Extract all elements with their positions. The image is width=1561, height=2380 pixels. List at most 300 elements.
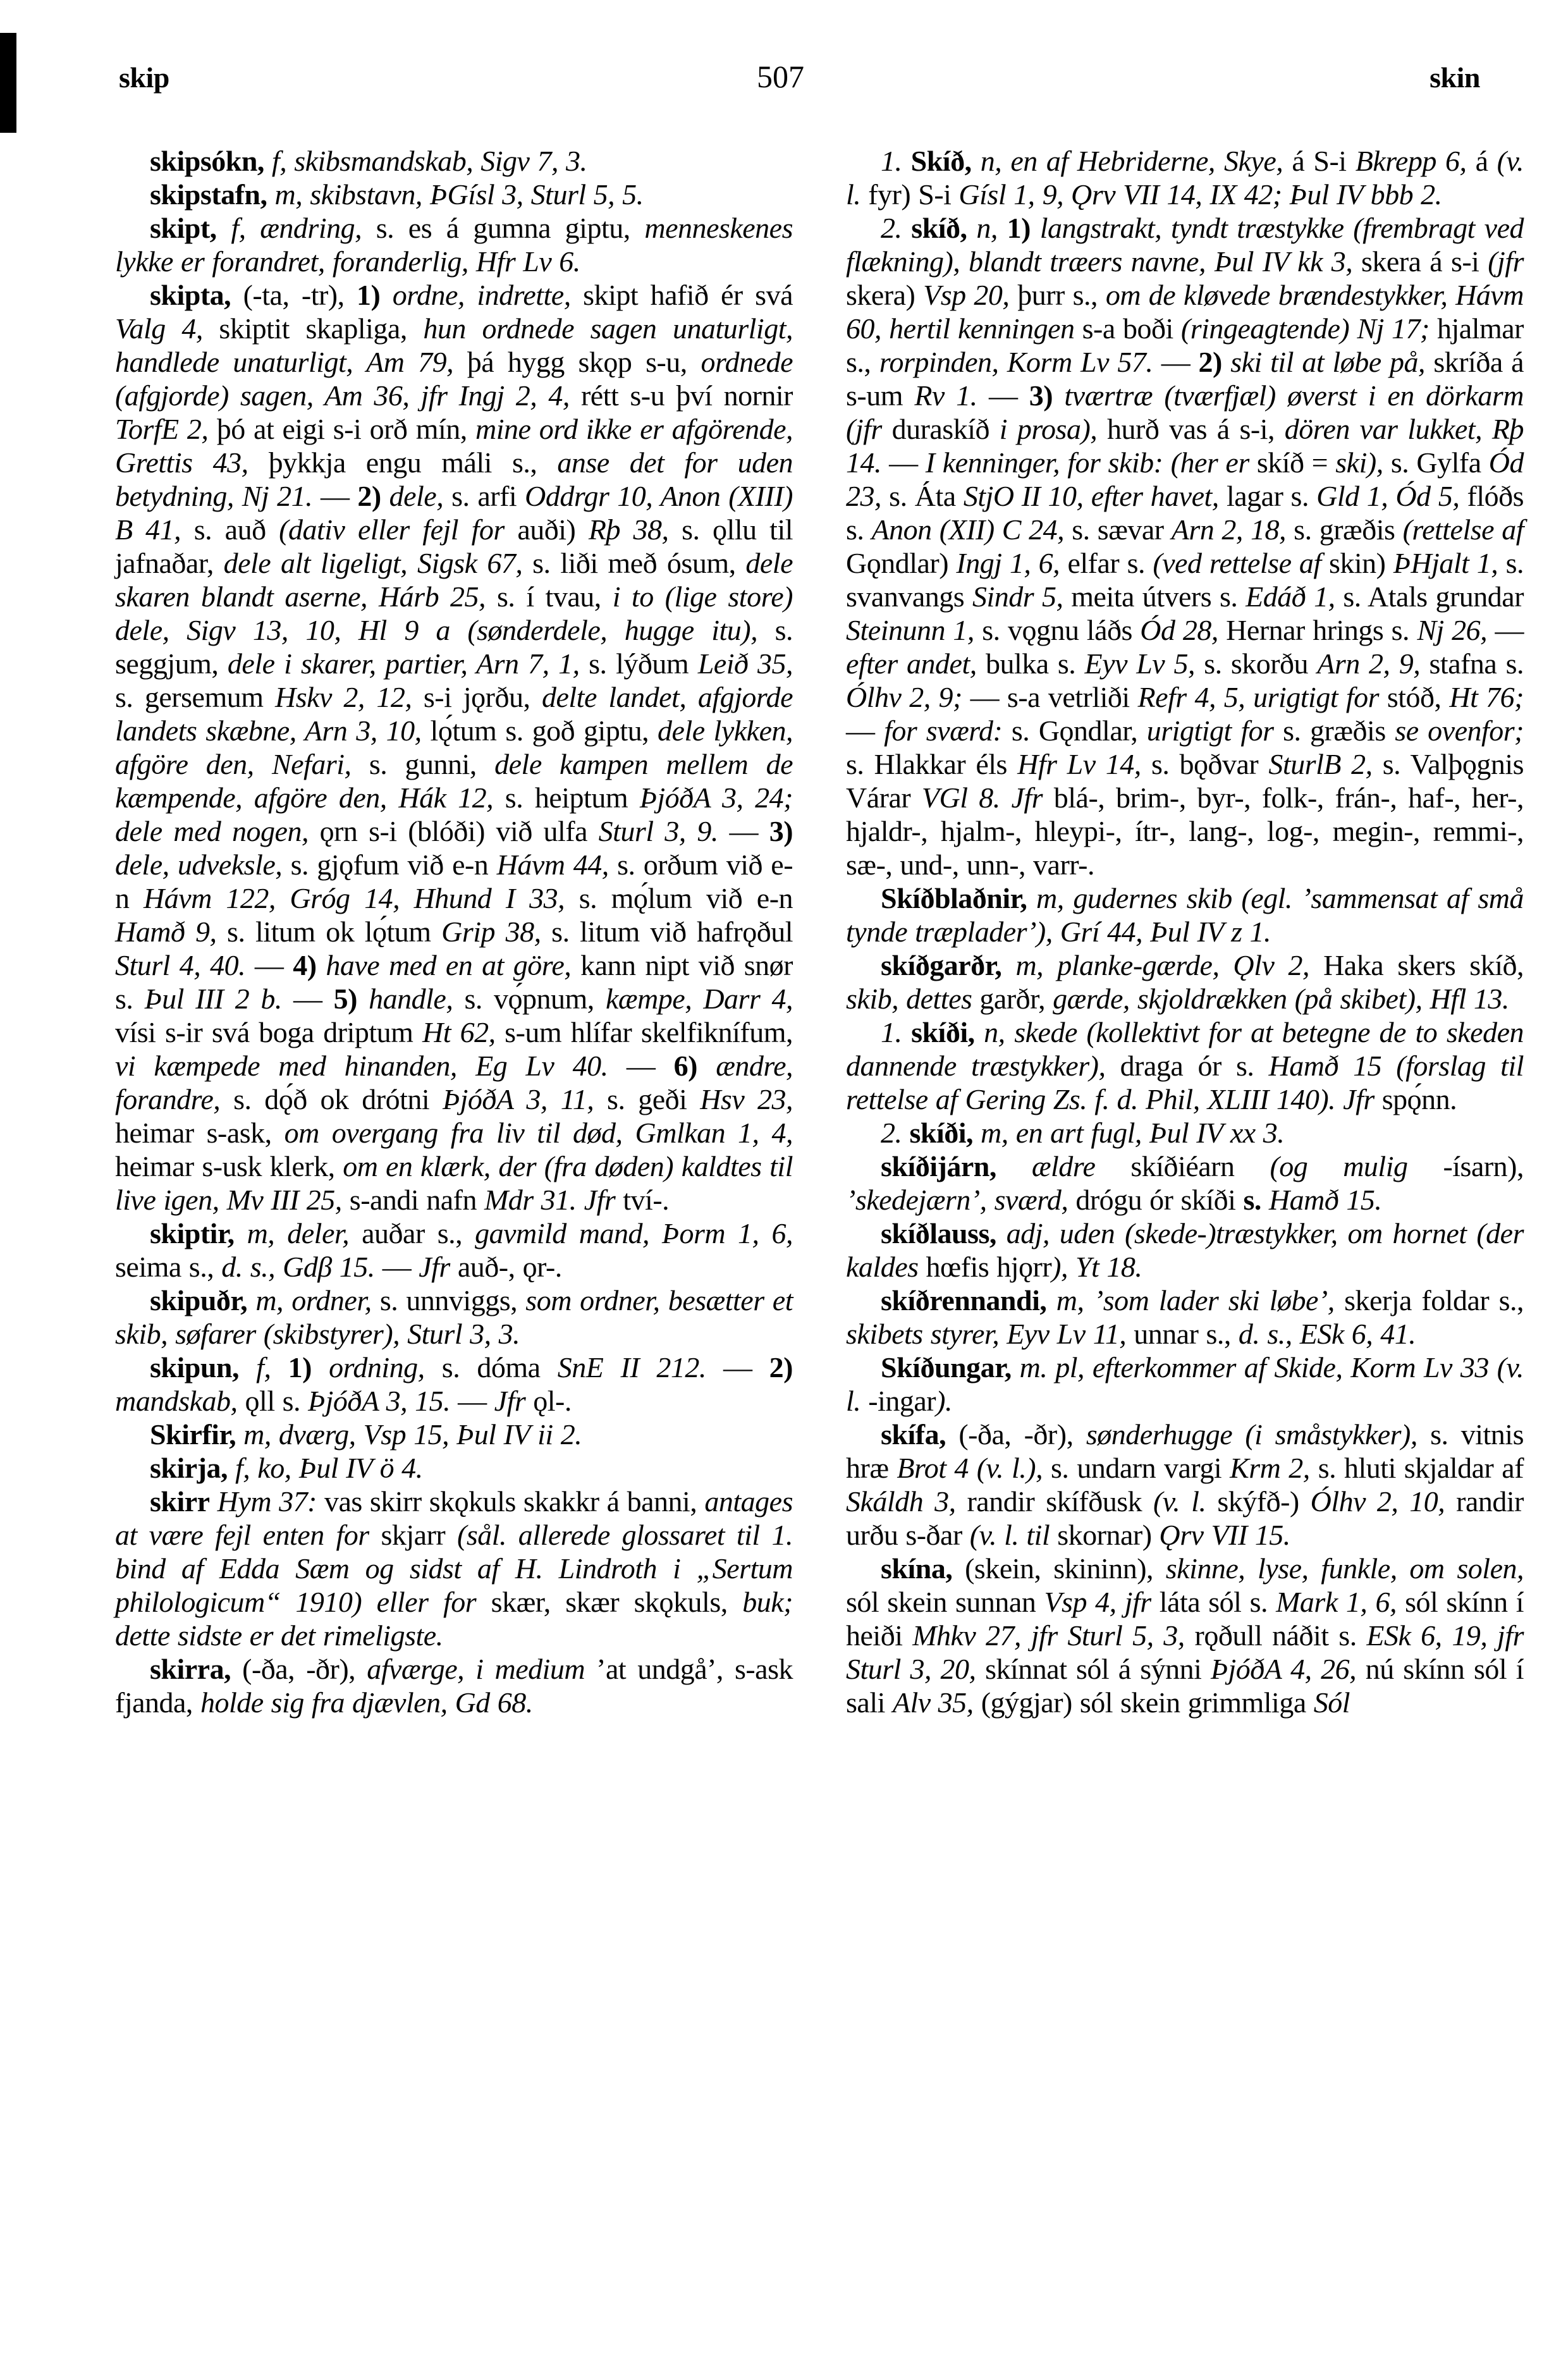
entry-text-segment: — <box>846 715 885 747</box>
entry-text-segment: Hernar hrings s. <box>1218 614 1417 646</box>
entry-text-segment: anse det for uden betydning, Nj 21. <box>115 446 793 512</box>
dictionary-entry <box>115 1217 793 1284</box>
entry-text-segment: Skáldh 3, <box>846 1485 956 1518</box>
entry-text-segment: s-i jǫrðu, <box>412 681 542 713</box>
entry-text-segment: m, planke-gærde, Ǫlv 2, <box>1001 949 1310 981</box>
entry-text-segment: — <box>881 446 926 479</box>
entry-text-segment: Rv 1. <box>914 379 977 412</box>
entry-text-segment: Ht 76; <box>1449 681 1524 713</box>
entry-text-segment: 4) <box>293 949 317 981</box>
entry-text-segment: skíð = <box>1249 446 1336 479</box>
page-number: 507 <box>757 59 804 94</box>
entry-text-segment: draga ór s. <box>1105 1050 1269 1082</box>
entry-text-segment: skær, skær skǫkuls, <box>476 1586 743 1618</box>
entry-text-segment: som ordner, besætter et skib, søfarer (skibstyrer), Sturl 3, 3. <box>115 1284 793 1350</box>
entry-text-segment: ǫrn s-i (blóði) við ulfa <box>308 815 599 847</box>
entry-text-segment: s. ǫllu til jafnaðar, <box>115 513 793 579</box>
entry-text-segment: Gld 1, Ód 5, <box>1316 480 1460 512</box>
entry-text-segment: skera) <box>846 279 924 311</box>
entry-text-segment: skipta, <box>150 279 231 311</box>
entry-text-segment: nú skínn sól í sali <box>846 1653 1524 1719</box>
entry-text-segment: skíðiéarn <box>1130 1150 1270 1182</box>
entry-text-segment: tví-. <box>615 1184 670 1216</box>
entry-text-segment: vas skirr skǫkuls skakkr á banni, <box>316 1485 705 1518</box>
entry-text-segment: skiptir, <box>150 1217 235 1249</box>
entry-text-segment: skjarr <box>369 1519 458 1551</box>
entry-text-segment: d. s., ESk 6, 41. <box>1238 1318 1416 1350</box>
entry-text-segment: have med en at göre, <box>316 949 572 981</box>
entry-text-segment: -ísarn), <box>1443 1150 1524 1182</box>
entry-text-segment: s. dóma <box>424 1351 558 1383</box>
entry-text-segment: Valg 4, <box>115 312 203 345</box>
entry-text-segment: heimar s-usk klerk, <box>115 1150 343 1182</box>
entry-text-segment: Hávm 44, <box>496 849 609 881</box>
entry-text-segment: (sål. allerede glossaret til 1. bind af Edda Sæm og sidst af H. Lindroth i „Sertum philologicum“ 1910) eller for <box>115 1519 793 1618</box>
entry-text-segment: — s-a vetrliði <box>962 681 1138 713</box>
entry-text-segment: — <box>1153 346 1199 378</box>
entry-text-segment: Ólhv 2, 9; <box>846 681 962 713</box>
dictionary-entry <box>846 1150 1524 1217</box>
entry-text-segment: ). <box>936 1385 952 1417</box>
entry-text-segment: ÞjóðA 3, 11, <box>442 1083 594 1115</box>
entry-text-segment: (skein, skininn), <box>952 1552 1166 1585</box>
entry-text-segment: skínnat sól á sýnni <box>976 1653 1211 1685</box>
entry-text-segment: s. seggjum, <box>115 614 793 680</box>
entry-text-segment: sønderhugge (i småstykker), <box>1086 1418 1417 1451</box>
entry-text-segment: Skíðungar, <box>881 1351 1012 1383</box>
entry-text-segment: dele alt ligeligt, Sigsk 67, <box>223 547 523 579</box>
dictionary-entry <box>846 144 1524 211</box>
entry-text-segment: — <box>608 1050 674 1082</box>
entry-text-segment: I kenninger, for skib: (her er <box>925 446 1249 479</box>
entry-text-segment: skibets styrer, Eyv Lv 11, <box>846 1318 1127 1350</box>
entry-text-segment: s-andi nafn <box>341 1184 484 1216</box>
entry-text-segment: s. unnviggs, <box>371 1284 526 1316</box>
entry-text-segment: s. <box>1243 1184 1261 1216</box>
entry-text-segment: hurð vas á s-i, <box>1097 413 1285 445</box>
entry-text-segment: dele i skarer, partier, Arn 7, 1, <box>227 647 580 680</box>
entry-text-segment: ESk 6, 19, jfr Sturl 3, 20, <box>846 1619 1524 1685</box>
entry-text-segment: m, dværg, Vsp 15, Þul IV ii 2. <box>236 1418 582 1451</box>
entry-text-segment: s. liði með ósum, <box>522 547 746 579</box>
entry-text-segment: n, en af Hebriderne, Skye, <box>971 145 1283 177</box>
entry-text-segment: skinne, lyse, funkle, om solen, <box>1165 1552 1524 1585</box>
entry-text-segment: duraskíð <box>881 413 1000 445</box>
entry-text-segment: Hamð 9, <box>115 916 217 948</box>
entry-text-segment: s-a boði <box>1074 312 1181 345</box>
entry-text-segment: spǫ́nn. <box>1374 1083 1457 1115</box>
entry-text-segment: Hskv 2, 12, <box>274 681 412 713</box>
entry-text-segment: s. Hlakkar éls <box>846 748 1018 780</box>
entry-text-segment: for sværd: <box>884 715 1003 747</box>
entry-text-segment: auði) <box>517 513 589 546</box>
entry-text-segment: stóð, <box>1387 681 1450 713</box>
entry-text-segment: kann nipt við snør s. <box>115 949 793 1015</box>
entry-text-segment: auðar s., <box>349 1217 475 1249</box>
entry-text-segment: skera á s-i <box>1352 245 1488 278</box>
entry-text-segment: 3) <box>769 815 793 847</box>
entry-text-segment: s. mǫ́lum við e-n <box>565 882 793 914</box>
entry-text-segment: Jfr <box>419 1251 450 1283</box>
entry-text-segment: 2) <box>357 480 381 512</box>
entry-text-segment: Ód 28, <box>1140 614 1218 646</box>
entry-text-segment: skipt, <box>150 212 217 244</box>
entry-text-segment: ski), <box>1335 446 1383 479</box>
entry-text-segment: buk; dette sidste er det rimeligste. <box>115 1586 793 1652</box>
entry-text-segment: skipstafn, <box>150 178 267 211</box>
entry-text-segment: ), Yt 18. <box>1051 1251 1142 1283</box>
entry-text-segment: (dativ eller fejl for <box>279 513 518 546</box>
entry-text-segment: ordning, <box>311 1351 425 1383</box>
entry-text-segment: skiptit skapliga, <box>202 312 424 345</box>
entry-text-segment: Sól <box>1313 1686 1350 1719</box>
entry-text-segment: — <box>977 379 1029 412</box>
entry-text-segment: s. litum við hafrǫðul <box>541 916 793 948</box>
entry-text-segment: -ingar <box>860 1385 936 1417</box>
entry-text-segment: bulka s. <box>976 647 1085 680</box>
entry-text-segment: StjO II 10, efter havet, <box>963 480 1219 512</box>
entry-text-segment: skíð, <box>911 212 967 244</box>
entry-text-segment: Rþ 38, <box>588 513 669 546</box>
entry-text-segment: — <box>450 1385 494 1417</box>
entry-text-segment: s. arfi <box>443 480 525 512</box>
entry-text-segment: Bkrepp 6, <box>1355 145 1467 177</box>
entry-text-segment: — <box>706 1351 769 1383</box>
entry-text-segment: dele kampen mellem de kæmpende, afgöre den, Hák 12, <box>115 748 793 814</box>
entry-text-segment: s. Gylfa <box>1383 446 1489 479</box>
entry-text-segment: Hamð 15 (forslag til rettelse af Gering Zs. f. d. Phil, XLIII 140). Jfr <box>846 1050 1524 1115</box>
entry-text-segment: Sindr 5, <box>972 580 1063 613</box>
entry-text-segment: s. Áta <box>881 480 964 512</box>
entry-text-segment: skerja foldar s., <box>1334 1284 1524 1316</box>
entry-text-segment: skíðrennandi, <box>881 1284 1047 1316</box>
entry-text-segment: Arn 2, 9, <box>1317 647 1421 680</box>
entry-text-segment: skríða á s-um <box>846 346 1524 412</box>
entry-text-segment: Sturl 3, 9. <box>598 815 718 847</box>
entry-text-segment: dele skaren blandt aserne, Hárb 25, <box>115 547 793 613</box>
entry-text-segment: — <box>312 480 358 512</box>
entry-text-segment: Leið 35, <box>697 647 793 680</box>
entry-text-segment: s. vitnis hræ <box>846 1418 1524 1484</box>
entry-text-segment: gavmild mand, Þorm 1, 6, <box>475 1217 793 1249</box>
dictionary-entry <box>115 278 793 1217</box>
entry-text-segment: Sturl 4, 40. <box>115 949 246 981</box>
entry-text-segment: seima s., <box>115 1251 222 1283</box>
entry-text-segment: (v. l. til <box>969 1519 1050 1551</box>
entry-text-segment: ÞjóðA 3, 15. <box>308 1385 451 1417</box>
entry-text-segment: 1. <box>881 145 911 177</box>
entry-text-segment: n, skede (kollektivt for at betegne de to skeden dannende træstykker), <box>846 1016 1524 1082</box>
entry-text-segment: skirja, <box>150 1452 228 1484</box>
entry-text-segment: ordne, indrette, <box>380 279 571 311</box>
entry-text-segment: m, gudernes skib (egl. ʼsammensat af små tynde træpladerʼ), Grí 44, Þul IV z 1. <box>846 882 1524 948</box>
entry-text-segment: VGl 8. Jfr <box>921 782 1043 814</box>
entry-text-segment: Alv 35, <box>892 1686 974 1719</box>
entry-text-segment: skipsókn, <box>150 145 264 177</box>
entry-text-segment: Eyv Lv 5, <box>1084 647 1195 680</box>
entry-text-segment: m, deler, <box>234 1217 350 1249</box>
entry-text-segment: skipuðr, <box>150 1284 248 1316</box>
entry-text-segment: dele, <box>381 480 444 512</box>
entry-text-segment: Grip 38, <box>441 916 541 948</box>
entry-text-segment: skirra, <box>150 1653 231 1685</box>
entry-text-segment: s. Atals grundar <box>1335 580 1524 613</box>
entry-text-segment: tværtræ (tværfjæl) øverst i en dörkarm (jfr <box>846 379 1524 445</box>
entry-text-segment: urigtigt for <box>1146 715 1283 747</box>
entry-text-segment: Vsp 20, <box>923 279 1010 311</box>
entry-text-segment: f, ændring, <box>216 212 362 244</box>
entry-text-segment: (-ða, -ðr), <box>946 1418 1086 1451</box>
entry-text-segment: s. gjǫfum við e-n <box>282 849 497 881</box>
entry-text-segment: Brot 4 (v. l.), <box>897 1452 1043 1484</box>
entry-text-segment: dören var lukket, Rþ 14. <box>846 413 1524 479</box>
entry-text-segment: sól skein sunnan <box>846 1586 1044 1618</box>
entry-text-segment: ældre <box>996 1150 1131 1182</box>
entry-text-segment: 1. <box>881 1016 912 1048</box>
dictionary-entry <box>846 1351 1524 1418</box>
entry-text-segment: s. auð <box>181 513 279 546</box>
entry-text-segment: meita útvers s. <box>1063 580 1246 613</box>
entry-text-segment: Arn 2, 18, <box>1171 513 1287 546</box>
entry-text-segment: kæmpe, Darr 4, <box>605 983 793 1015</box>
entry-text-segment: rétt s-u því nornir <box>569 379 793 412</box>
entry-text-segment: (jfr <box>1488 245 1524 278</box>
entry-text-segment: Refr 4, 5, urigtigt for <box>1137 681 1387 713</box>
dictionary-entry <box>115 1418 793 1451</box>
entry-text-segment: vísi s-ir svá boga driptum <box>115 1016 423 1048</box>
entry-text-segment: Ǫrv VII 15. <box>1159 1519 1290 1551</box>
entry-text-segment: langstrakt, tyndt træstykke (frembragt ved flækning), blandt træers navne, Þul IV kk 3, <box>846 212 1524 278</box>
entry-text-segment: i to (lige store) dele, Sigv 13, 10, Hl 9 a (sønderdele, hugge itu), <box>115 580 793 646</box>
entry-text-segment: — <box>374 1251 419 1283</box>
entry-text-segment: SturlB 2, <box>1268 748 1373 780</box>
dictionary-entry <box>115 144 793 178</box>
entry-text-segment: 1) <box>1007 212 1031 244</box>
entry-text-segment: ski til at løbe på, <box>1221 346 1425 378</box>
entry-text-segment: mandskab, <box>115 1385 238 1417</box>
text-columns <box>115 144 1524 1719</box>
entry-text-segment: (ringeagtende) Nj 17; <box>1180 312 1429 345</box>
entry-text-segment: unnar s., <box>1126 1318 1239 1350</box>
dictionary-entry <box>115 1284 793 1351</box>
entry-text-segment: skíðgarðr, <box>881 949 1002 981</box>
entry-text-segment: s. skorðu <box>1194 647 1318 680</box>
entry-text-segment: Gǫndlar) <box>846 547 957 579</box>
entry-text-segment: — <box>245 949 293 981</box>
entry-text-segment: — <box>281 983 334 1015</box>
entry-text-segment: (rettelse af <box>1402 513 1524 546</box>
entry-text-segment: Vsp 4, jfr <box>1044 1586 1151 1618</box>
entry-text-segment: (v. l. <box>1153 1485 1206 1518</box>
entry-text-segment: d. s., Gdβ 15. <box>221 1251 375 1283</box>
entry-text-segment: afværge, i medium <box>367 1653 585 1685</box>
entry-text-segment: á S-i <box>1283 145 1356 177</box>
entry-text-segment: skin) <box>1328 547 1393 579</box>
entry-text-segment: handle, <box>357 983 453 1015</box>
entry-text-segment: fyr) S-i <box>860 178 959 211</box>
entry-text-segment: skíðijárn, <box>881 1150 996 1182</box>
entry-text-segment: skipt hafið ér svá <box>570 279 793 311</box>
entry-text-segment: m. pl, efterkommer af Skide, Korm Lv 33 (v. l. <box>846 1351 1524 1417</box>
entry-text-segment: s. undarn vargi <box>1043 1452 1230 1484</box>
entry-text-segment: skipun, <box>150 1351 240 1383</box>
entry-text-segment: s. græðis <box>1283 715 1395 747</box>
entry-text-segment: — <box>1487 614 1524 646</box>
entry-text-segment: ǫl-. <box>525 1385 572 1417</box>
entry-text-segment: n, <box>967 212 1007 244</box>
entry-text-segment: randir urðu s-ðar <box>846 1485 1524 1551</box>
entry-text-segment: 1) <box>357 279 381 311</box>
entry-text-segment: (v. l. <box>846 145 1524 211</box>
entry-text-segment: dele, udveksle, <box>115 849 283 881</box>
dictionary-entry <box>846 1418 1524 1552</box>
entry-text-segment: gærde, skjoldrækken (på skibet), Hfl 13. <box>1053 983 1509 1015</box>
entry-text-segment: Skíðblaðnir, <box>881 882 1027 914</box>
entry-text-segment: SnE II 212. <box>557 1351 706 1383</box>
entry-text-segment: s. Gǫndlar, <box>1002 715 1147 747</box>
entry-text-segment: s. gersemum <box>115 681 275 713</box>
entry-text-segment: s. svanvangs <box>846 547 1524 613</box>
entry-text-segment: dele lykken, afgöre den, Nefari, <box>115 715 793 780</box>
entry-text-segment: s. vǫ́pnum, <box>453 983 606 1015</box>
entry-text-segment: skífa, <box>881 1418 946 1451</box>
entry-text-segment: Gísl 1, 9, Ǫrv VII 14, IX 42; Þul IV bbb 2. <box>958 178 1442 211</box>
entry-text-segment: 2) <box>1198 346 1222 378</box>
entry-text-segment: ændre, forandre, <box>115 1050 793 1115</box>
entry-text-segment: Ingj 1, 6, <box>956 547 1060 579</box>
entry-text-segment: randir skífðusk <box>955 1485 1153 1518</box>
entry-text-segment: (og mulig <box>1270 1150 1443 1182</box>
dictionary-entry <box>115 1351 793 1418</box>
dictionary-entry <box>846 1015 1524 1116</box>
entry-text-segment: Haka skers skíð, <box>1309 949 1524 981</box>
entry-text-segment: vi kæmpede med hinanden, Eg Lv 40. <box>115 1050 608 1082</box>
entry-text-segment: skib, dettes <box>846 983 980 1015</box>
entry-text-segment: láta sól s. <box>1151 1586 1276 1618</box>
entry-text-segment: om overgang fra liv til død, Gmlkan 1, 4, <box>284 1117 793 1149</box>
entry-text-segment: m, ordner, <box>247 1284 372 1316</box>
entry-text-segment: antages at være fejl enten for <box>115 1485 793 1551</box>
entry-text-segment: drógu ór skíði <box>1068 1184 1244 1216</box>
left-column <box>115 144 793 1719</box>
entry-text-segment: Skíð, <box>910 145 972 177</box>
entry-text-segment: lǫ́tum s. goð giptu, <box>421 715 658 747</box>
entry-text-segment: efter andet, <box>846 647 977 680</box>
entry-text-segment: i prosa), <box>999 413 1098 445</box>
entry-text-segment: Anon (XII) C 24, <box>871 513 1065 546</box>
entry-text-segment: 5) <box>333 983 357 1015</box>
entry-text-segment: skíði, <box>909 1117 974 1149</box>
entry-text-segment: garðr, <box>979 983 1053 1015</box>
entry-text-segment: flóðs s. <box>846 480 1524 546</box>
entry-text-segment: Þul III 2 b. <box>144 983 282 1015</box>
entry-text-segment: hjalmar s., <box>846 312 1524 378</box>
entry-text-segment: m, skibstavn, ÞGísl 3, Sturl 5, 5. <box>267 178 644 211</box>
entry-text-segment: skirr <box>150 1485 210 1518</box>
entry-text-segment: blá-, brim-, byr-, folk-, frán-, haf-, her-, hjaldr-, hjalm-, hleypi-, ítr-, lang-, log-, megin-, remmi-, sæ-, und-, unn-, varr-. <box>846 782 1524 881</box>
dictionary-entry <box>846 1116 1524 1150</box>
entry-text-segment: m, en art fugl, Þul IV xx 3. <box>973 1117 1285 1149</box>
entry-text-segment: rorpinden, Korm Lv 57. <box>879 346 1153 378</box>
entry-text-segment: s. orðum við e-n <box>115 849 793 914</box>
entry-text-segment: lagar s. <box>1218 480 1317 512</box>
dictionary-entry <box>115 178 793 211</box>
dictionary-entry <box>115 1485 793 1652</box>
entry-text-segment: menneskenes lykke er forandret, foranderlig, Hfr Lv 6. <box>115 212 793 278</box>
entry-text-segment: skornar) <box>1050 1519 1160 1551</box>
entry-text-segment: auð-, ǫr-. <box>450 1251 562 1283</box>
entry-text-segment: Edáð 1, <box>1246 580 1335 613</box>
entry-text-segment: hœfis hjǫrr <box>926 1251 1052 1283</box>
entry-text-segment: hun ordnede sagen unaturligt, handlede unaturligt, Am 79, <box>115 312 793 378</box>
entry-text-segment: 1) <box>288 1351 312 1383</box>
entry-text-segment: 3) <box>1029 379 1053 412</box>
entry-text-segment: þá hygg skǫp s-u, <box>453 346 701 378</box>
header-keyword-right: skin <box>1429 61 1480 94</box>
entry-text-segment: ÞjóðA 3, 24; dele med nogen, <box>115 782 793 847</box>
entry-text-segment: Hfr Lv 14, <box>1017 748 1141 780</box>
entry-text-segment: f, ko, Þul IV ö 4. <box>228 1452 423 1484</box>
entry-text-segment: Ólhv 2, 10, <box>1310 1485 1445 1518</box>
header-keyword-left: skip <box>119 61 169 94</box>
entry-text-segment: heimar s-ask, <box>115 1117 285 1149</box>
dictionary-entry <box>846 948 1524 1015</box>
entry-text-segment: ǫll s. <box>237 1385 309 1417</box>
entry-text-segment: ordnede (afgjorde) sagen, Am 36, jfr Ingj 2, 4, <box>115 346 793 412</box>
entry-text-segment: Hamð 15. <box>1261 1184 1382 1216</box>
entry-text-segment: Hávm 122, Gróg 14, Hhund I 33, <box>144 882 565 914</box>
dictionary-entry <box>115 211 793 278</box>
entry-text-segment: þurr s., <box>1009 279 1106 311</box>
entry-text-segment: s. dǫ́ð ok drótni <box>220 1083 443 1115</box>
entry-text-segment: á <box>1466 145 1497 177</box>
entry-text-segment: s-um hlífar skelfiknífum, <box>495 1016 793 1048</box>
entry-text-segment: s. gunni, <box>351 748 495 780</box>
entry-text-segment: (-ða, -ðr), <box>231 1653 367 1685</box>
entry-text-segment: adj, uden (skede-)træstykker, om hornet (der kaldes <box>846 1217 1524 1283</box>
entry-text-segment: 2. <box>881 1117 910 1149</box>
entry-text-segment: 6) <box>673 1050 697 1082</box>
entry-text-segment: 2. <box>881 212 912 244</box>
entry-text-segment: skýfð-) <box>1206 1485 1311 1518</box>
dictionary-entry <box>846 211 1524 881</box>
entry-text-segment: f, skibsmandskab, Sigv 7, 3. <box>264 145 587 177</box>
entry-text-segment: holde sig fra djævlen, Gd 68. <box>200 1686 533 1719</box>
entry-text-segment: s. bǫðvar <box>1141 748 1269 780</box>
entry-text-segment: sól skínn í heiði <box>846 1586 1524 1652</box>
entry-text-segment: Hym 37: <box>209 1485 317 1518</box>
entry-text-segment: rǫðull náðit s. <box>1184 1619 1367 1652</box>
entry-text-segment: Ód 23, <box>846 446 1524 512</box>
entry-text-segment: Steinunn 1, <box>846 614 974 646</box>
entry-text-segment: Hsv 23, <box>700 1083 793 1115</box>
entry-text-segment: om de kløvede brændestykker, Hávm 60, hertil kenningen <box>846 279 1524 345</box>
entry-text-segment: delte landet, afgjorde landets skæbne, Arn 3, 10, <box>115 681 793 747</box>
entry-text-segment: se ovenfor; <box>1395 715 1524 747</box>
entry-text-segment: — <box>718 815 769 847</box>
dictionary-entry <box>115 1451 793 1485</box>
entry-text-segment: Mdr 31. Jfr <box>484 1184 616 1216</box>
entry-text-segment: Ht 62, <box>422 1016 496 1048</box>
entry-text-segment: (ved rettelse af <box>1153 547 1329 579</box>
entry-text-segment: s. es á gumna giptu, <box>362 212 645 244</box>
entry-text-segment: (-ta, -tr), <box>231 279 357 311</box>
entry-text-segment: skína, <box>881 1552 953 1585</box>
entry-text-segment: skíði, <box>911 1016 975 1048</box>
dictionary-entry <box>846 881 1524 948</box>
entry-text-segment: þykkja engu máli s., <box>248 446 558 479</box>
entry-text-segment: þó at eigi s-i orð mín, <box>208 413 476 445</box>
